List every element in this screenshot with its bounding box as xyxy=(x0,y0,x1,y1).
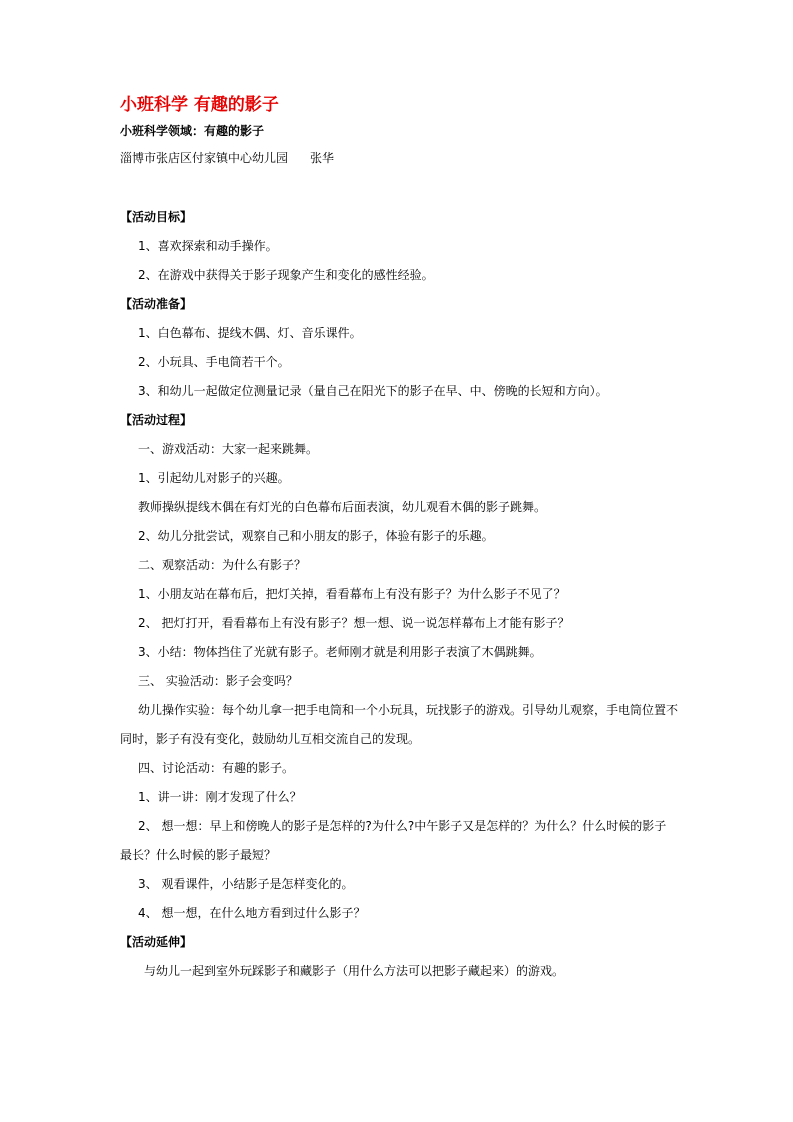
process-line: 四、讨论活动：有趣的影子。 xyxy=(138,761,295,775)
process-line: 2、 把灯打开，看看幕布上有没有影子？想一想、说一说怎样幕布上才能有影子？ xyxy=(138,616,570,630)
process-line: 3、小结：物体挡住了光就有影子。老师刚才就是利用影子表演了木偶跳舞。 xyxy=(138,645,542,659)
section-process xyxy=(120,406,680,928)
process-line: 3、 观看课件，小结影子是怎样变化的。 xyxy=(138,877,354,891)
process-line: 1、讲一讲：刚才发现了什么？ xyxy=(138,790,302,804)
process-line: 2、 想一想：早上和傍晚人的影子是怎样的?为什么?中午影子又是怎样的？为什么？什么时候的影子 xyxy=(138,819,667,833)
process-line: 一、游戏活动：大家一起来跳舞。 xyxy=(138,442,319,456)
process-line: 三、 实验活动：影子会变吗？ xyxy=(138,674,298,688)
author-name: 张华 xyxy=(310,151,335,165)
process-line: 二、观察活动：为什么有影子？ xyxy=(138,558,307,572)
section-heading-process: 【活动过程】 xyxy=(120,413,193,427)
prep-item: 3、和幼儿一起做定位测量记录（量自己在阳光下的影子在早、中、傍晚的长短和方向）。 xyxy=(138,384,608,398)
doc-title: 小班科学 有趣的影子 xyxy=(120,95,279,115)
process-line: 教师操纵提线木偶在有灯光的白色幕布后面表演，幼儿观看木偶的影子跳舞。 xyxy=(138,500,547,514)
goal-item: 1、喜欢探索和动手操作。 xyxy=(138,239,278,253)
section-extension xyxy=(120,928,680,986)
goal-item: 2、在游戏中获得关于影子现象产生和变化的感性经验。 xyxy=(138,268,434,282)
doc-subtitle: 小班科学领域：有趣的影子 xyxy=(120,124,265,138)
process-line: 同时，影子有没有变化，鼓励幼儿互相交流自己的发现。 xyxy=(120,732,421,746)
prep-item: 2、小玩具、手电筒若干个。 xyxy=(138,355,290,369)
document-page xyxy=(120,92,680,986)
section-heading-goals: 【活动目标】 xyxy=(120,210,193,224)
process-line: 1、小朋友站在幕布后，把灯关掉，看看幕布上有没有影子？为什么影子不见了？ xyxy=(138,587,566,601)
author-line xyxy=(120,147,680,169)
prep-item: 1、白色幕布、提线木偶、灯、音乐课件。 xyxy=(138,326,362,340)
author-org: 淄博市张店区付家镇中心幼儿园 xyxy=(120,151,289,165)
process-line: 最长？什么时候的影子最短？ xyxy=(120,848,277,862)
process-line: 幼儿操作实验：每个幼儿拿一把手电筒和一个小玩具，玩找影子的游戏。引导幼儿观察，手电筒位置不 xyxy=(138,703,679,717)
section-prep xyxy=(120,290,680,406)
section-goals xyxy=(120,203,680,290)
extension-text: 与幼儿一起到室外玩踩影子和藏影子（用什么方法可以把影子藏起来）的游戏。 xyxy=(144,964,565,978)
process-line: 4、 想一想，在什么地方看到过什么影子？ xyxy=(138,906,366,920)
process-line: 1、引起幼儿对影子的兴趣。 xyxy=(138,471,290,485)
section-heading-extension: 【活动延伸】 xyxy=(120,935,193,949)
process-line: 2、幼儿分批尝试，观察自己和小朋友的影子，体验有影子的乐趣。 xyxy=(138,529,494,543)
section-heading-prep: 【活动准备】 xyxy=(120,297,193,311)
